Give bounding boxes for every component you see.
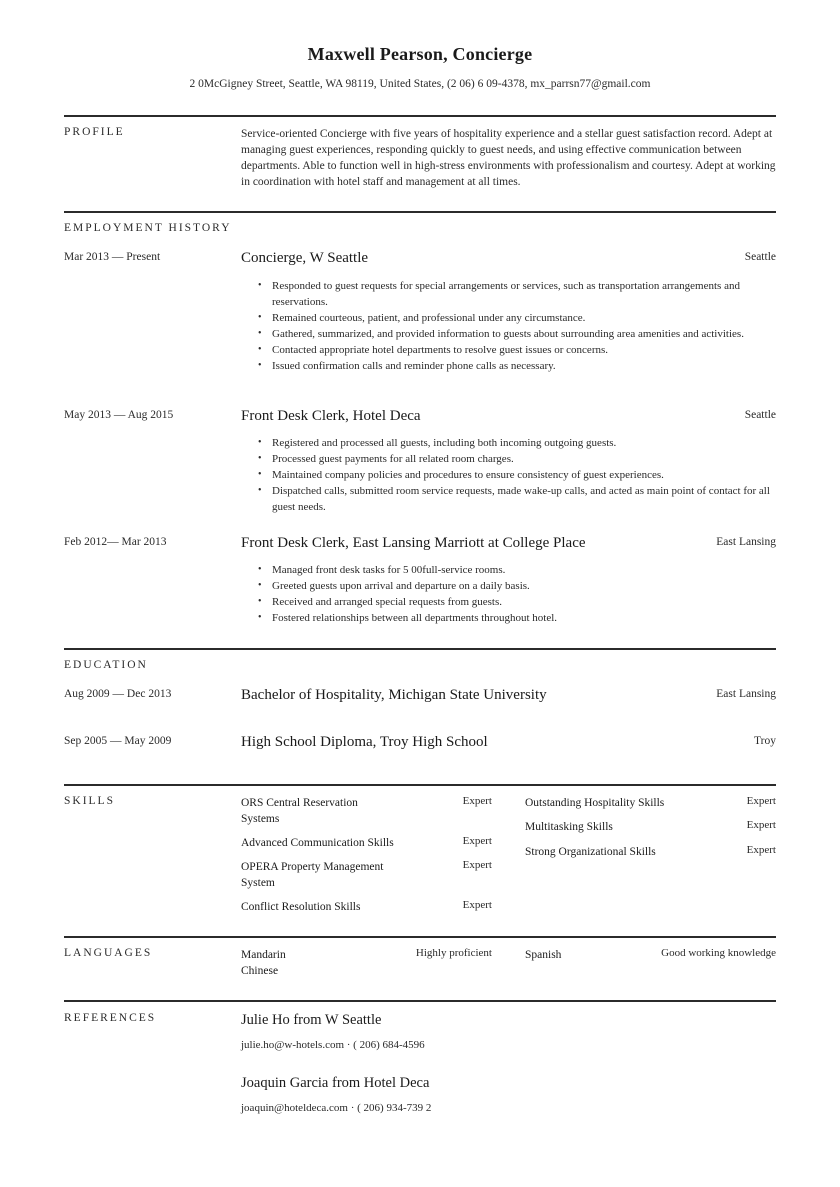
- job-bullet: • Received and arranged special requests from guests.: [241, 594, 776, 610]
- profile-section: [64, 115, 776, 210]
- section-title-employment: EMPLOYMENT HISTORY: [64, 222, 232, 234]
- job-bullet: • Dispatched calls, submitted room service requests, made wake-up calls, and acted as main point of contact for all guest needs.: [241, 483, 776, 515]
- job-location: Seattle: [744, 409, 776, 421]
- job-location: East Lansing: [716, 536, 776, 548]
- reference-contact[interactable]: julie.ho@w-hotels.com · ( 206) 684-4596: [241, 1039, 425, 1051]
- skill-level: Expert: [746, 819, 776, 831]
- skill-level: Expert: [462, 835, 492, 847]
- skill-name: Multitasking Skills: [525, 821, 613, 833]
- job-title: Front Desk Clerk, Hotel Deca: [241, 408, 421, 424]
- language-name: Mandarin Chinese: [241, 949, 286, 977]
- education-title: High School Diploma, Troy High School: [241, 734, 488, 750]
- job-bullets: [241, 435, 776, 515]
- section-divider: [64, 115, 776, 117]
- reference-name: Julie Ho from W Seattle: [241, 1012, 382, 1028]
- education-dates: Aug 2009 — Dec 2013: [64, 688, 172, 700]
- job-bullet: • Remained courteous, patient, and professional under any circumstance.: [241, 310, 776, 326]
- job-bullet: • Greeted guests upon arrival and departure on a daily basis.: [241, 578, 776, 594]
- job-bullets: [241, 278, 776, 374]
- section-title-profile: PROFILE: [64, 126, 125, 138]
- section-divider: [64, 211, 776, 213]
- section-title-education: EDUCATION: [64, 659, 148, 671]
- job-bullet: • Contacted appropriate hotel departments to resolve guest issues or concerns.: [241, 342, 776, 358]
- language-level: Good working knowledge: [661, 947, 776, 959]
- reference-contact[interactable]: joaquin@hoteldeca.com · ( 206) 934-739 2: [241, 1102, 432, 1114]
- references-section: [64, 1000, 776, 1130]
- skill-level: Expert: [462, 899, 492, 911]
- skills-section: [64, 784, 776, 934]
- resume-header: [0, 44, 840, 90]
- job-bullet: • Issued confirmation calls and reminder phone calls as necessary.: [241, 358, 776, 374]
- skill-name: OPERA Property Management System: [241, 861, 384, 889]
- section-divider: [64, 648, 776, 650]
- job-dates: Feb 2012— Mar 2013: [64, 536, 167, 548]
- candidate-name: Maxwell Pearson, Concierge: [307, 44, 533, 64]
- education-section: [64, 648, 776, 783]
- job-bullet: • Responded to guest requests for special arrangements or services, such as transportation arrangements and reservations.: [241, 278, 776, 310]
- job-bullet: • Processed guest payments for all related room charges.: [241, 451, 776, 467]
- contact-line: 2 0McGigney Street, Seattle, WA 98119, United States, (2 06) 6 09-4378, mx_parrsn77@gmail.com: [189, 78, 651, 90]
- skill-level: Expert: [462, 795, 492, 807]
- job-dates: May 2013 — Aug 2015: [64, 409, 174, 421]
- education-title: Bachelor of Hospitality, Michigan State University: [241, 687, 547, 703]
- education-dates: Sep 2005 — May 2009: [64, 735, 172, 747]
- skill-level: Expert: [746, 844, 776, 856]
- section-title-references: REFERENCES: [64, 1012, 157, 1024]
- section-divider: [64, 936, 776, 938]
- education-location: Troy: [754, 735, 776, 747]
- job-title: Concierge, W Seattle: [241, 250, 369, 266]
- section-title-languages: LANGUAGES: [64, 947, 153, 959]
- skill-name: ORS Central Reservation Systems: [241, 797, 358, 825]
- skill-name: Strong Organizational Skills: [525, 846, 656, 858]
- section-title-skills: SKILLS: [64, 795, 115, 807]
- job-bullet: • Fostered relationships between all departments throughout hotel.: [241, 610, 776, 626]
- job-title: Front Desk Clerk, East Lansing Marriott at College Place: [241, 535, 586, 551]
- job-bullet: • Maintained company policies and procedures to ensure consistency of guest experiences.: [241, 467, 776, 483]
- languages-section: [64, 936, 776, 998]
- section-divider: [64, 784, 776, 786]
- language-name: Spanish: [525, 949, 562, 961]
- skill-level: Expert: [746, 795, 776, 807]
- employment-section: [64, 211, 776, 646]
- job-bullet: • Managed front desk tasks for 5 00full-service rooms.: [241, 562, 776, 578]
- profile-summary: Service-oriented Concierge with five years of hospitality experience and a stellar guest satisfaction record. Adept at managing guest experiences, responding quickly to guest needs, and using effective communication between departments. Able to function well in high-stress environments with professionalism and courtesy. Adept at working in coordination with hotel staff and management at all times.: [241, 128, 776, 188]
- skill-name: Advanced Communication Skills: [241, 837, 394, 849]
- education-location: East Lansing: [716, 688, 776, 700]
- language-level: Highly proficient: [415, 947, 492, 959]
- skill-name: Outstanding Hospitality Skills: [525, 797, 665, 809]
- job-bullet: • Gathered, summarized, and provided information to guests about surrounding area amenities and activities.: [241, 326, 776, 342]
- section-divider: [64, 1000, 776, 1002]
- skill-name: Conflict Resolution Skills: [241, 901, 361, 913]
- job-dates: Mar 2013 — Present: [64, 251, 161, 263]
- job-bullet: • Registered and processed all guests, including both incoming outgoing guests.: [241, 435, 776, 451]
- job-bullets: [241, 562, 776, 626]
- job-location: Seattle: [744, 251, 776, 263]
- skill-level: Expert: [462, 859, 492, 871]
- reference-name: Joaquin Garcia from Hotel Deca: [241, 1075, 430, 1091]
